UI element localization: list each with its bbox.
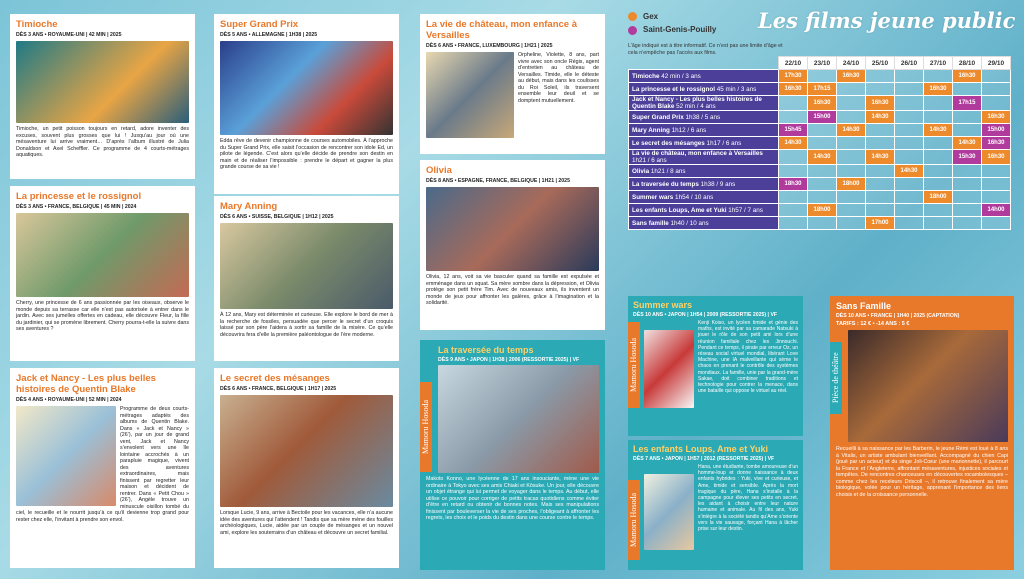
empty-cell bbox=[895, 124, 924, 137]
film-title: Sans Famille bbox=[836, 301, 892, 311]
film-meta: DÈS 10 ANS • JAPON | 1H54 | 2009 (RESSORTIE 2025) | VF bbox=[633, 312, 778, 318]
empty-cell bbox=[924, 178, 953, 191]
schedule-film-info: 1h21 / 8 ans bbox=[649, 167, 686, 175]
empty-cell bbox=[779, 150, 808, 165]
film-title: La princesse et le rossignol bbox=[16, 191, 142, 202]
empty-cell bbox=[924, 111, 953, 124]
showtime-cell: 16h30 bbox=[837, 70, 866, 83]
schedule-film-info: 1h57 / 7 ans bbox=[726, 206, 763, 214]
schedule-film-info: 1h12 / 6 ans bbox=[669, 126, 707, 134]
empty-cell bbox=[866, 70, 895, 83]
date-header: 29/10 bbox=[982, 57, 1011, 70]
empty-cell bbox=[895, 70, 924, 83]
showtime-cell: 14h30 bbox=[924, 124, 953, 137]
empty-cell bbox=[808, 124, 837, 137]
showtime-cell: 16h30 bbox=[982, 150, 1011, 165]
schedule-film-name bbox=[629, 204, 779, 217]
empty-cell bbox=[837, 191, 866, 204]
empty-cell bbox=[895, 178, 924, 191]
empty-cell bbox=[837, 204, 866, 217]
date-header: 23/10 bbox=[808, 57, 837, 70]
schedule-row bbox=[629, 137, 1011, 150]
film-title: La vie de château, mon enfance à Versailles bbox=[426, 19, 577, 41]
schedule-film-name bbox=[629, 191, 779, 204]
film-poster bbox=[220, 41, 393, 135]
film-meta: DÈS 9 ANS • JAPON | 1H38 | 2006 (RESSORTIE 2025) | VF bbox=[438, 357, 580, 363]
film-card-summer-wars bbox=[628, 296, 803, 436]
empty-cell bbox=[866, 83, 895, 96]
empty-cell bbox=[779, 165, 808, 178]
legend bbox=[628, 12, 716, 35]
empty-cell bbox=[837, 83, 866, 96]
schedule-row bbox=[629, 111, 1011, 124]
film-meta: DÈS 6 ANS • SUISSE, BELGIQUE | 1H12 | 2025 bbox=[220, 214, 334, 220]
film-card-mary-anning bbox=[214, 196, 399, 361]
schedule-film-title: Jack et Nancy - Les plus belles histoires de Quentin Blake bbox=[632, 96, 762, 110]
schedule-film-info: 52 min / 4 ans bbox=[674, 103, 716, 110]
empty-cell bbox=[924, 137, 953, 150]
film-title: La traversée du temps bbox=[438, 345, 534, 355]
showtime-cell: 16h30 bbox=[808, 96, 837, 111]
showtime-cell: 15h00 bbox=[982, 124, 1011, 137]
showtime-cell: 18h00 bbox=[808, 204, 837, 217]
schedule-row bbox=[629, 150, 1011, 165]
film-meta: DÈS 6 ANS • FRANCE, BELGIQUE | 1H17 | 2025 bbox=[220, 386, 337, 392]
film-card-traversee bbox=[420, 340, 605, 570]
sgp-dot-icon bbox=[628, 26, 637, 35]
schedule-film-title: Mary Anning bbox=[632, 126, 670, 134]
showtime-cell: 14h30 bbox=[866, 111, 895, 124]
film-meta: DÈS 4 ANS • ROYAUME-UNI | 52 MIN | 2024 bbox=[16, 397, 122, 403]
schedule-film-info: 1h38 / 5 ans bbox=[683, 113, 721, 121]
schedule-row bbox=[629, 178, 1011, 191]
film-meta: DÈS 3 ANS • FRANCE, BELGIQUE | 45 MIN | 2024 bbox=[16, 204, 137, 210]
empty-cell bbox=[924, 165, 953, 178]
film-description: Hana, une étudiante, tombe amoureuse d’un homme-loup et donne naissance à deux enfants hybrides : Yuki, vive et curieuse, et Ame, timide et sensible. Après la mort tragique du père, Hana s’installe à la campagne pour élever ses petits en secret, les aidant à choisir entre leur nature humaine et animale. Au fil des ans, Yuki s’intègre à la société tandis qu’Ame s’oriente vers la vie sauvage, forçant Hana à lâcher prise sur leur destin. bbox=[698, 464, 798, 533]
film-poster bbox=[438, 365, 599, 473]
film-meta: DÈS 3 ANS • ROYAUME-UNI | 42 MIN | 2025 bbox=[16, 32, 122, 38]
empty-cell bbox=[779, 204, 808, 217]
schedule-film-title: Olivia bbox=[632, 167, 650, 175]
empty-cell bbox=[837, 150, 866, 165]
film-description: Makoto Konno, une lycéenne de 17 ans insouciante, mène une vie ordinaire à Tokyo avec ses amis Chiaki et Kōsuke. Un jour, elle découvre un objet étrange qui lui permet de voyager dans le temps. Au début, elle utilise ce pouvoir pour corriger de petits tracas quotidiens comme éviter d’être en retard ou obtenir de bonnes notes. Mais ses manipulations finissent par bouleverser la vie de ses proches, l’obligeant à affronter les regrets, les choix et le poids du destin dans une course contre le temps. bbox=[426, 476, 599, 521]
schedule-row bbox=[629, 165, 1011, 178]
legend-gex: Gex bbox=[643, 12, 659, 21]
empty-cell bbox=[837, 165, 866, 178]
film-poster bbox=[16, 41, 189, 123]
empty-cell bbox=[982, 96, 1011, 111]
empty-cell bbox=[808, 137, 837, 150]
film-card-enfants-loups bbox=[628, 440, 803, 570]
film-poster bbox=[220, 395, 393, 507]
empty-cell bbox=[866, 178, 895, 191]
schedule-row bbox=[629, 217, 1011, 230]
film-description: Kenji Koiso, un lycéen timide et génie des maths, est invité par sa camarade Natsuki à jouer le rôle de son petit ami lors d’une réunion familiale chez les Jinnouchi. Pendant ce temps, il pirate par erreur Oz, un réseau social virtuel mondial, libérant Love Machine, une IA malveillante qui sème le chaos en prenant le contrôle des systèmes mondiaux. La famille, unie par la grand-mère Sakae, doit combiner traditions et technologie pour contrer la menace, dans une bataille qui oppose le virtuel au réel. bbox=[698, 320, 798, 395]
empty-cell bbox=[866, 124, 895, 137]
film-title: Le secret des mésanges bbox=[220, 373, 330, 384]
schedule-film-name bbox=[629, 178, 779, 191]
date-header: 28/10 bbox=[953, 57, 982, 70]
empty-cell bbox=[866, 137, 895, 150]
schedule-film-name bbox=[629, 124, 779, 137]
empty-cell bbox=[924, 204, 953, 217]
showtime-cell: 17h30 bbox=[779, 70, 808, 83]
showtime-cell: 18h00 bbox=[924, 191, 953, 204]
schedule-row bbox=[629, 70, 1011, 83]
empty-cell bbox=[953, 111, 982, 124]
empty-cell bbox=[808, 165, 837, 178]
film-description: Edda rêve de devenir championne de courses automobiles. À l’approche du Super Grand Prix, elle saisit l’occasion de rencontrer son idole Ed, un pilote de légende. C’est alors qu’elle décide de prendre son destin en main et de réaliser l’impossible : prendre le départ et gagner la plus grande course de sa vie ! bbox=[220, 138, 393, 170]
schedule-film-name bbox=[629, 111, 779, 124]
theatre-label: Pièce de théâtre bbox=[830, 342, 842, 414]
age-note: L’âge indiqué est à titre informatif. Ce n’est pas une limite d’âge et cela n’empêche pas l’accès aux films. bbox=[628, 43, 783, 56]
empty-cell bbox=[953, 217, 982, 230]
schedule-film-info: 45 min / 3 ans bbox=[714, 85, 757, 93]
schedule-row bbox=[629, 83, 1011, 96]
film-poster bbox=[220, 223, 393, 309]
film-meta: DÈS 10 ANS • FRANCE | 1H40 | 2025 (CAPTATION) bbox=[836, 313, 960, 319]
schedule-film-info: 1h38 / 9 ans bbox=[698, 180, 736, 188]
schedule-film-name bbox=[629, 150, 779, 165]
empty-cell bbox=[924, 96, 953, 111]
schedule-film-info: 1h21 / 6 ans bbox=[632, 157, 667, 164]
date-header: 27/10 bbox=[924, 57, 953, 70]
film-meta: DÈS 5 ANS • ALLEMAGNE | 1H38 | 2025 bbox=[220, 32, 318, 38]
film-title: Les enfants Loups, Ame et Yuki bbox=[633, 444, 769, 454]
empty-cell bbox=[982, 70, 1011, 83]
showtime-cell: 14h00 bbox=[982, 204, 1011, 217]
empty-cell bbox=[924, 70, 953, 83]
showtime-cell: 14h30 bbox=[895, 165, 924, 178]
empty-cell bbox=[953, 124, 982, 137]
film-poster bbox=[16, 213, 189, 297]
showtime-cell: 16h30 bbox=[982, 111, 1011, 124]
date-header: 26/10 bbox=[895, 57, 924, 70]
empty-cell bbox=[808, 70, 837, 83]
empty-cell bbox=[779, 217, 808, 230]
empty-cell bbox=[779, 191, 808, 204]
schedule-film-info: 1h17 / 6 ans bbox=[704, 139, 742, 147]
empty-cell bbox=[982, 83, 1011, 96]
showtime-cell: 16h30 bbox=[866, 96, 895, 111]
empty-cell bbox=[895, 83, 924, 96]
empty-cell bbox=[895, 111, 924, 124]
schedule-film-name bbox=[629, 96, 779, 111]
showtime-cell: 16h30 bbox=[924, 83, 953, 96]
schedule-film-title: Super Grand Prix bbox=[632, 113, 684, 121]
film-title: Olivia bbox=[426, 165, 452, 176]
schedule-film-name bbox=[629, 83, 779, 96]
schedule-film-name bbox=[629, 217, 779, 230]
film-title: Mary Anning bbox=[220, 201, 278, 212]
empty-cell bbox=[837, 217, 866, 230]
empty-cell bbox=[982, 165, 1011, 178]
empty-cell bbox=[953, 178, 982, 191]
empty-cell bbox=[808, 217, 837, 230]
showtime-cell: 16h30 bbox=[953, 70, 982, 83]
date-header: 25/10 bbox=[866, 57, 895, 70]
director-label: Mamoru Hosoda bbox=[420, 382, 432, 472]
film-meta: DÈS 6 ANS • FRANCE, LUXEMBOURG | 1H21 | 2025 bbox=[426, 43, 553, 49]
film-description: Orpheline, Violette, 8 ans, part vivre avec son oncle Régis, agent d’entretien au château de Versailles. Timide, elle le déteste au début, mais dans les coulisses du Roi Soleil, ils traversent ensemble leur deuil et se domptent mutuellement. bbox=[518, 52, 599, 104]
empty-cell bbox=[982, 191, 1011, 204]
gex-dot-icon bbox=[628, 12, 637, 21]
film-card-timioche bbox=[10, 14, 195, 179]
schedule-film-title: Sans famille bbox=[632, 219, 669, 227]
empty-cell bbox=[895, 137, 924, 150]
schedule-row bbox=[629, 124, 1011, 137]
empty-cell bbox=[982, 217, 1011, 230]
film-card-jack bbox=[10, 368, 195, 568]
tarifs: TARIFS : 12 € • -14 ANS : 5 € bbox=[836, 321, 910, 327]
schedule-film-name bbox=[629, 137, 779, 150]
schedule-film-title: Le secret des mésanges bbox=[632, 139, 705, 147]
empty-cell bbox=[895, 217, 924, 230]
film-poster bbox=[644, 474, 694, 550]
film-poster bbox=[426, 52, 514, 138]
showtime-cell: 15h30 bbox=[953, 150, 982, 165]
schedule-film-title: Les enfants Loups, Ame et Yuki bbox=[632, 206, 727, 214]
empty-cell bbox=[895, 191, 924, 204]
director-label: Mamoru Hosoda bbox=[628, 322, 640, 408]
showtime-cell: 15h45 bbox=[779, 124, 808, 137]
film-card-olivia bbox=[420, 160, 605, 330]
schedule-film-title: La traversée du temps bbox=[632, 180, 699, 188]
film-description: Olivia, 12 ans, voit sa vie basculer quand sa famille est expulsée et emménage dans un squat. Sa mère sombre dans la dépression, et Olivia protège son petit frère Tim. Avec de nouveaux amis, ils inventent un monde de jeux pour affronter les galères, grâce à l’imagination et la solidarité. bbox=[426, 274, 599, 306]
empty-cell bbox=[866, 204, 895, 217]
director-label: Mamoru Hosoda bbox=[628, 480, 640, 560]
schedule-table bbox=[628, 56, 1011, 230]
empty-cell bbox=[779, 96, 808, 111]
showtime-cell: 14h30 bbox=[808, 150, 837, 165]
schedule-row bbox=[629, 191, 1011, 204]
empty-cell bbox=[895, 96, 924, 111]
showtime-cell: 14h30 bbox=[953, 137, 982, 150]
film-title: Jack et Nancy - Les plus belles histoires de Quentin Blake bbox=[16, 373, 156, 395]
page-title: Les films jeune public bbox=[758, 8, 1016, 33]
showtime-cell: 15h00 bbox=[808, 111, 837, 124]
schedule-header-row bbox=[629, 57, 1011, 70]
showtime-cell: 16h30 bbox=[779, 83, 808, 96]
film-meta: DÈS 7 ANS • JAPON | 1H57 | 2012 (RESSORTIE 2025) | VF bbox=[633, 456, 775, 462]
schedule-film-info: 1h54 / 10 ans bbox=[673, 193, 714, 201]
film-meta: DÈS 8 ANS • ESPAGNE, FRANCE, BELGIQUE | 1H21 | 2025 bbox=[426, 178, 570, 184]
schedule-film-name bbox=[629, 165, 779, 178]
showtime-cell: 16h30 bbox=[982, 137, 1011, 150]
empty-cell bbox=[779, 111, 808, 124]
film-poster bbox=[848, 330, 1008, 442]
film-description: À 12 ans, Mary est déterminée et curieuse. Elle explore le bord de mer à la recherche de fossiles, persuadée que percer le secret d’un croquis laissé par son père l’aidera à sortir sa famille de la misère. Ce qu’elle découvrira fera d’elle la première paléontologue de l’ère moderne. bbox=[220, 312, 393, 338]
empty-cell bbox=[953, 165, 982, 178]
film-description: Cherry, une princesse de 6 ans passionnée par les oiseaux, observe le monde depuis sa terrasse car elle n’est pas autorisée à entrer dans le jardin. Avec ses jumelles offertes en cadeau, elle découvre Fleur, la fille du jardinier, qui se promène librement. Cherry pourra-t-elle la suivre dans ses aventures ? bbox=[16, 300, 189, 332]
film-card-secret-mesanges bbox=[214, 368, 399, 568]
film-card-sans-famille bbox=[830, 296, 1014, 570]
empty-cell bbox=[808, 191, 837, 204]
film-description: Recueilli à sa naissance par les Barberin, le jeune Rémi est loué à 8 ans à Vitalis, un artiste ambulant bienveillant. Accompagné du chien Capi (joué par un acteur) et du singe Joli-Cœur (une marionnette), il parcourt la France et l’Angleterre, affrontant mésaventures, injustices sociales et tempêtes. De rencontres chanceuses en découvertes rocambolesques – comme chez les receleurs Driscoll –, il retrouve finalement sa mère biologique, volée pour un héritage, apprenant l’importance des liens choisis et de la croissance personnelle. bbox=[836, 446, 1008, 498]
showtime-cell: 14h30 bbox=[779, 137, 808, 150]
showtime-cell: 14h30 bbox=[866, 150, 895, 165]
schedule-film-title: La princesse et le rossignol bbox=[632, 85, 715, 93]
film-card-vie-de-chateau bbox=[420, 14, 605, 154]
date-header: 24/10 bbox=[837, 57, 866, 70]
film-description: Lorsque Lucie, 9 ans, arrive à Bectoile pour les vacances, elle n’a aucune idée des aventures qui l’attendent ! Tandis que sa mère mène des fouilles archéologiques, Lucie, aidée par un couple de mésanges et un nouvel ami, explore les souterrains d’un château et découvre un secret familial. bbox=[220, 510, 393, 536]
film-card-super-grand-prix bbox=[214, 14, 399, 194]
film-title: Super Grand Prix bbox=[220, 19, 299, 30]
date-header: 22/10 bbox=[779, 57, 808, 70]
showtime-cell: 17h15 bbox=[808, 83, 837, 96]
empty-cell bbox=[953, 83, 982, 96]
empty-cell bbox=[953, 191, 982, 204]
schedule-film-info: 1h40 / 10 ans bbox=[668, 219, 709, 227]
schedule-film-title: Timioche bbox=[632, 72, 660, 80]
showtime-cell: 17h00 bbox=[866, 217, 895, 230]
film-title: Timioche bbox=[16, 19, 58, 30]
film-description: Timioche, un petit poisson toujours en retard, adore inventer des excuses, souvent plus grosses que lui ! Jusqu’au jour où une mésaventure lui arrive vraiment… D’après l’album illustré de Julia Donaldson et Axel Scheffler. Ce programme de 4 courts-métrages aquatiques. bbox=[16, 126, 189, 158]
empty-cell bbox=[982, 178, 1011, 191]
schedule-film-name bbox=[629, 70, 779, 83]
film-poster bbox=[426, 187, 599, 271]
showtime-cell: 14h30 bbox=[837, 124, 866, 137]
empty-cell bbox=[953, 204, 982, 217]
showtime-cell: 18h30 bbox=[779, 178, 808, 191]
film-poster bbox=[644, 330, 694, 408]
schedule-row bbox=[629, 204, 1011, 217]
film-description: Programme de deux courts-métrages adaptés des albums de Quentin Blake. Dans « Jack et Nancy » (26’), par un jour de grand vent, Jack et Nancy s’envolent vers une île lointaine accrochés à un parapluie magique, vivent des aventures extraordinaires, mais finissent par regretter leur maison et décident de rentrer. Dans « Petit Chou » (26’), Angèle trouve un minuscule oisillon tombé du ciel, le recueille et le nourrit jusqu’à ce qu’il devienne trop grand pour rester chez elle, l’invitant à prendre son envol. bbox=[16, 406, 189, 523]
empty-cell bbox=[924, 150, 953, 165]
schedule-row bbox=[629, 96, 1011, 111]
legend-saint-genis: Saint-Genis-Pouilly bbox=[643, 25, 717, 35]
empty-cell bbox=[837, 111, 866, 124]
empty-cell bbox=[895, 150, 924, 165]
empty-cell bbox=[837, 96, 866, 111]
film-card-princesse bbox=[10, 186, 195, 361]
schedule-film-title: Summer wars bbox=[632, 193, 674, 201]
empty-cell bbox=[895, 204, 924, 217]
schedule-film-title: La vie de château, mon enfance à Versailles bbox=[632, 150, 763, 157]
empty-cell bbox=[866, 191, 895, 204]
empty-cell bbox=[837, 137, 866, 150]
showtime-cell: 17h15 bbox=[953, 96, 982, 111]
empty-cell bbox=[808, 178, 837, 191]
schedule-film-info: 42 min / 3 ans bbox=[659, 72, 701, 80]
empty-cell bbox=[866, 165, 895, 178]
showtime-cell: 18h00 bbox=[837, 178, 866, 191]
film-title: Summer wars bbox=[633, 300, 693, 310]
empty-cell bbox=[924, 217, 953, 230]
film-poster bbox=[16, 406, 116, 506]
